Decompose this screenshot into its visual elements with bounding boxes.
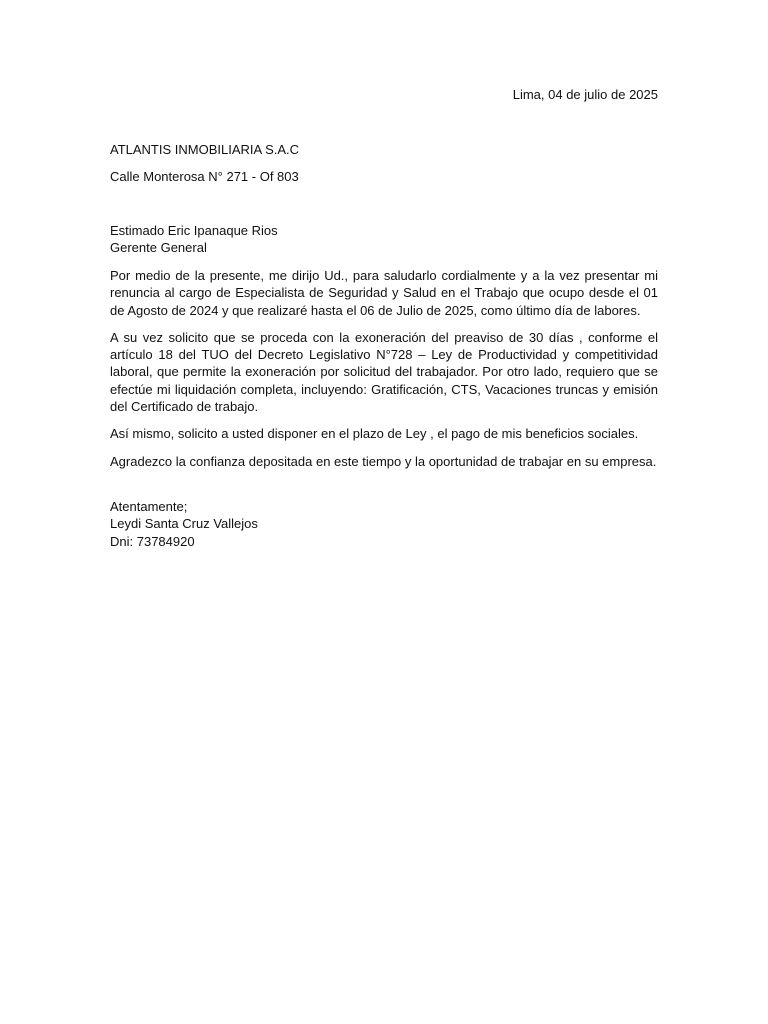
closing-line: Atentamente; <box>110 498 188 514</box>
greeting: Estimado Eric Ipanaque Rios <box>110 223 278 238</box>
paragraph-thanks: Agradezco la confianza depositada en este tiempo y la oportunidad de trabajar en su empresa. <box>110 453 657 469</box>
paragraph-benefits: Así mismo, solicito a usted disponer en el plazo de Ley , el pago de mis beneficios sociales. <box>110 426 639 442</box>
company-address: Calle Monterosa N° 271 - Of 803 <box>110 169 299 184</box>
signer-id: Dni: 73784920 <box>110 533 195 549</box>
paragraph-resignation: Por medio de la presente, me dirijo Ud., para saludarlo cordialmente y a la vez presentar mi renuncia al cargo de Especialista de Seguridad y Salud en el Trabajo que ocupo desde el 01 de Agosto de 2024 y que realizaré hasta el 06 de Julio de 2025, como último día de labores. <box>110 268 658 318</box>
company-name: ATLANTIS INMOBILIARIA S.A.C <box>110 142 300 157</box>
letter-body <box>110 86 658 550</box>
paragraph-exoneration: A su vez solicito que se proceda con la exoneración del preaviso de 30 días , conforme el artículo 18 del TUO del Decreto Legislativo N°728 – Ley de Productividad y competitividad laboral, que permite la exoneración por solicitud del trabajador. Por otro lado, requiero que se efectúe mi liquidación completa, incluyendo: Gratificación, CTS, Vacaciones truncas y emisión del Certificado de trabajo. <box>110 329 658 415</box>
signature-block <box>110 498 658 551</box>
date-line: Lima, 04 de julio de 2025 <box>512 87 658 102</box>
recipient-title: Gerente General <box>110 240 207 255</box>
recipient-block <box>110 222 658 256</box>
signer-name: Leydi Santa Cruz Vallejos <box>110 516 258 532</box>
